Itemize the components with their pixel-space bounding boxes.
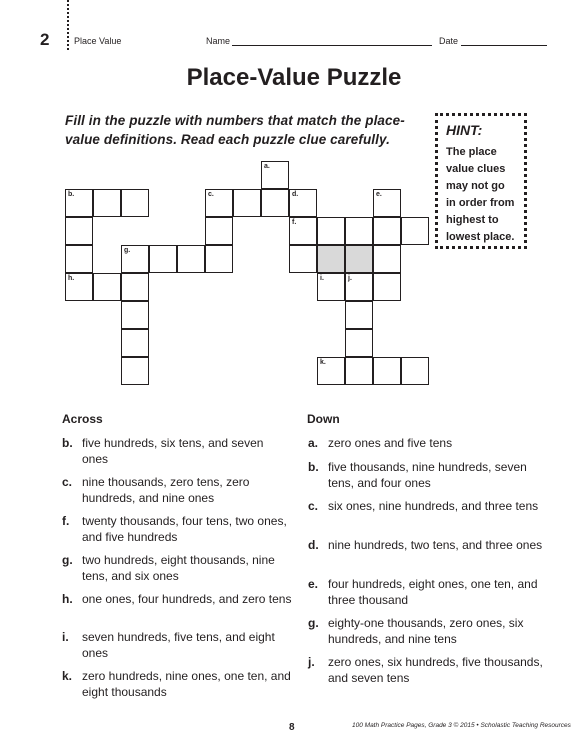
clue-letter: h.: [62, 592, 73, 606]
clue-letter: e.: [308, 577, 319, 591]
clue-text: nine hundreds, two tens, and three ones: [328, 538, 543, 552]
clue-text: five thousands, nine hundreds, seven tens, and four ones: [328, 460, 527, 490]
down-clue: [308, 576, 544, 608]
clue-text: zero hundreds, nine ones, one ten, and eight thousands: [82, 669, 291, 699]
section-label: Place Value: [74, 36, 122, 46]
down-heading: Down: [307, 412, 340, 426]
grid-cell[interactable]: [121, 273, 149, 301]
clue-text: six ones, nine hundreds, and three tens: [328, 499, 539, 513]
clue-text: zero ones and five tens: [328, 436, 453, 450]
grid-label-g: g.: [124, 247, 131, 254]
down-clue: [308, 435, 544, 451]
grid-label-h: h.: [68, 275, 75, 282]
grid-label-a: a.: [264, 163, 270, 170]
grid-cell[interactable]: [121, 357, 149, 385]
grid-cell[interactable]: [233, 189, 261, 217]
page-title: Place-Value Puzzle: [186, 64, 402, 91]
across-clue: [62, 552, 292, 584]
grid-label-d: d.: [292, 191, 299, 198]
hint-body: The place value clues may not go in order from highest to lowest place.: [446, 146, 515, 243]
name-line[interactable]: [232, 45, 432, 46]
clue-letter: c.: [62, 475, 73, 489]
clue-letter: g.: [62, 553, 73, 567]
across-clue: [62, 668, 292, 700]
grid-cell[interactable]: [317, 217, 345, 245]
clue-letter: f.: [62, 514, 70, 528]
across-clue: [62, 591, 292, 607]
grid-cell[interactable]: [373, 357, 401, 385]
clue-letter: b.: [308, 460, 319, 474]
grid-label-b: b.: [68, 191, 75, 198]
grid-cell[interactable]: [205, 245, 233, 273]
clue-text: two hundreds, eight thousands, nine tens, and six ones: [82, 553, 275, 583]
footer-page-number: 8: [289, 722, 295, 733]
grid-cell[interactable]: [289, 245, 317, 273]
instructions: Fill in the puzzle with numbers that match the place-value definitions. Read each puzzle clue carefully.: [65, 113, 405, 147]
grid-cell[interactable]: [373, 217, 401, 245]
across-clue: [62, 474, 292, 506]
grid-cell[interactable]: [65, 245, 93, 273]
clue-letter: g.: [308, 616, 319, 630]
grid-cell[interactable]: [149, 245, 177, 273]
header-divider: [67, 0, 69, 50]
down-clue: [308, 459, 544, 491]
name-label: Name: [206, 36, 231, 46]
grid-cell[interactable]: [345, 217, 373, 245]
grid-cell[interactable]: [345, 357, 373, 385]
page-number: 2: [40, 30, 50, 49]
down-clue: [308, 537, 544, 553]
grid-cell[interactable]: [401, 357, 429, 385]
clue-text: one ones, four hundreds, and zero tens: [82, 592, 292, 606]
clue-letter: d.: [308, 538, 319, 552]
clue-text: zero ones, six hundreds, five thousands, and seven tens: [328, 655, 543, 685]
clue-letter: i.: [62, 630, 69, 644]
grid-cell[interactable]: [121, 329, 149, 357]
grid-cell[interactable]: [345, 301, 373, 329]
clue-text: eighty-one thousands, zero ones, six hundreds, and nine tens: [328, 616, 524, 646]
clue-text: five hundreds, six tens, and seven ones: [82, 436, 264, 466]
grid-cell[interactable]: [65, 217, 93, 245]
clue-text: four hundreds, eight ones, one ten, and three thousand: [328, 577, 538, 607]
grid-cell[interactable]: [121, 189, 149, 217]
footer-credit: 100 Math Practice Pages, Grade 3 © 2015 • Scholastic Teaching Resources: [352, 722, 571, 729]
grid-label-f: f.: [292, 219, 297, 226]
down-clue: [308, 615, 544, 647]
grid-cell[interactable]: [93, 273, 121, 301]
grid-cell[interactable]: [261, 189, 289, 217]
clue-letter: c.: [308, 499, 319, 513]
hint-box: [435, 113, 527, 249]
grid-cell[interactable]: [93, 189, 121, 217]
across-heading: Across: [62, 412, 103, 426]
clue-text: nine thousands, zero tens, zero hundreds, and nine ones: [82, 475, 250, 505]
grid-cell[interactable]: [345, 329, 373, 357]
grid-cell[interactable]: [121, 301, 149, 329]
down-clue: [308, 654, 544, 686]
clue-letter: a.: [308, 436, 319, 450]
grid-cell[interactable]: [177, 245, 205, 273]
across-clue: [62, 513, 292, 545]
grid-label-c: c.: [208, 191, 214, 198]
grid-label-j: j.: [348, 275, 352, 282]
grid-label-e: e.: [376, 191, 382, 198]
grid-label-i: i.: [320, 275, 324, 282]
clue-letter: k.: [62, 669, 73, 683]
grid-cell[interactable]: [373, 245, 401, 273]
hint-title: HINT:: [446, 122, 483, 138]
clue-text: twenty thousands, four tens, two ones, and five hundreds: [82, 514, 287, 544]
shaded-cell: [317, 245, 345, 273]
clue-letter: b.: [62, 436, 73, 450]
grid-cell[interactable]: [205, 217, 233, 245]
date-label: Date: [439, 36, 459, 46]
down-clue: [308, 498, 544, 514]
clue-letter: j.: [308, 655, 315, 669]
shaded-cell: [345, 245, 373, 273]
grid-cell[interactable]: [401, 217, 429, 245]
grid-cell[interactable]: [373, 273, 401, 301]
across-clue: [62, 629, 292, 661]
date-line[interactable]: [461, 45, 547, 46]
clue-text: seven hundreds, five tens, and eight ones: [82, 630, 275, 660]
grid-label-k: k.: [320, 359, 326, 366]
across-clue: [62, 435, 292, 467]
